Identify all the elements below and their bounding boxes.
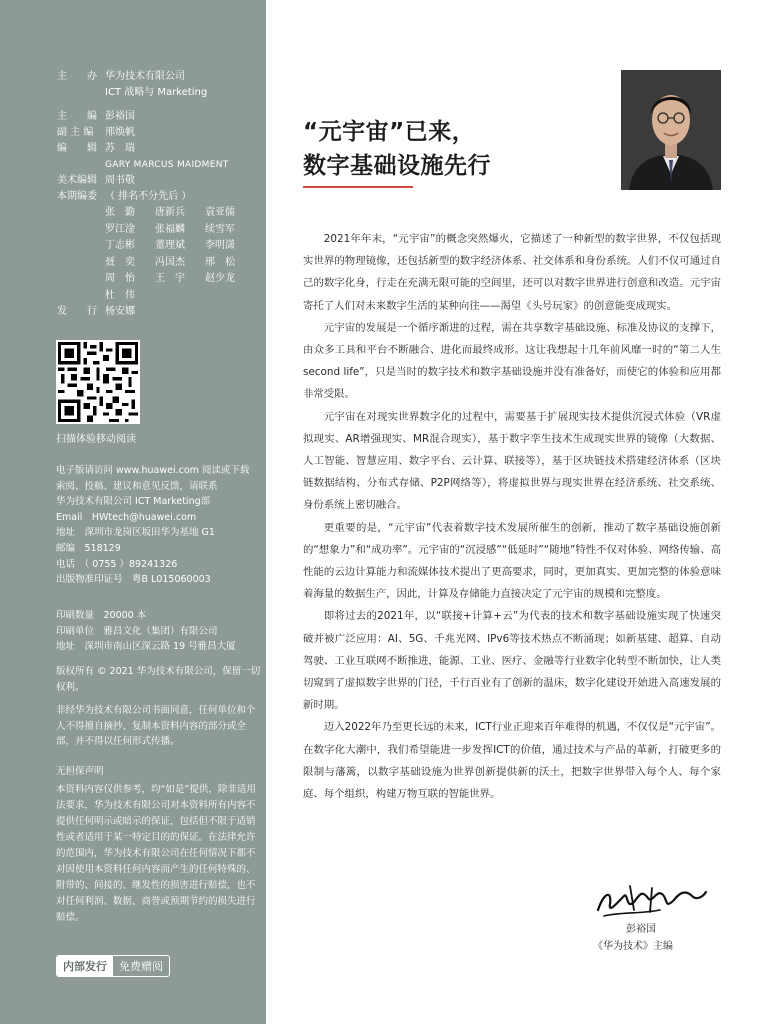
distribution-badge bbox=[56, 955, 170, 977]
badge-internal: 内部发行 bbox=[57, 956, 113, 976]
article-paragraph: 更重要的是，“元宇宙”代表着数字技术发展所催生的创新，推动了数字基础设施创新的“想象力”和“成功率”。元宇宙的“沉浸感”“低延时”“随地”特性不仅对体验、网络传输、高性能的云边计算能力和流媒体技术提出了更高要求，同时，更加真实、更加完整的体验意味着海量的数据生产，因此，计算及存储能力直接决定了元宇宙的规模和完整度。 bbox=[303, 521, 721, 601]
masthead-credits bbox=[57, 69, 262, 320]
committee-name: 冯国杰 bbox=[155, 256, 185, 268]
committee-note: （ 排名不分先后 ） bbox=[105, 191, 192, 202]
deputy-editor-row bbox=[57, 125, 262, 141]
article-paragraph: 元宇宙的发展是一个循序渐进的过程，需在共享数字基础设施、标准及协议的支撑下，由众多工具和平台不断融合、进化而最终成形。这让我想起十几年前风靡一时的“第二人生second life”，只是当时的数字技术和数字基础设施并没有准备好，而使它的体验和应用都非常受限。 bbox=[303, 321, 721, 401]
deputy-editor-label: 副 主 编 bbox=[57, 127, 94, 138]
contact-line: 电话 （ 0755 ）89241326 bbox=[56, 558, 178, 570]
signature-name: 彭裕国 bbox=[626, 924, 656, 935]
contact-line: 邮编 518129 bbox=[56, 542, 121, 554]
committee-name: 续雪军 bbox=[205, 223, 235, 235]
article-paragraph: 2021年年末，“元宇宙”的概念突然爆火，它描述了一种新型的数字世界，不仅包括现实世界的物理镜像，还包括新型的数字经济体系、社交体系和身份系统。人们不仅可通过自己的数字化身，行走在充满无限可能的空间里，还可以对数字世界进行创意和改造。元宇宙寄托了人们对未来数字生活的某种向往——渴望《头号玩家》的创意能变成现实。 bbox=[303, 233, 721, 312]
article-paragraph: 迈入2022年乃至更长远的未来，ICT行业正迎来百年难得的机遇，不仅仅是“元宇宙”。在数字化大潮中，我们希望能进一步发挥ICT的价值，通过技术与产品的革新，打破更多的限制与藩篱，以数字基础设施为世界创新提供新的沃土，把数字世界带入每个人、每个家庭、每个组织，构建万物互联的智能世界。 bbox=[303, 721, 721, 801]
art-editor-label: 美术编辑 bbox=[57, 175, 97, 186]
committee-name: 周 怡 bbox=[105, 273, 135, 284]
article-title bbox=[303, 115, 491, 183]
article-title-line: 数字基础设施先行 bbox=[303, 153, 491, 179]
deputy-editor-value: 邢焕帆 bbox=[105, 127, 135, 138]
committee-name: 李明潇 bbox=[205, 240, 235, 251]
publisher-label: 发 行 bbox=[57, 306, 97, 317]
contact-line: 出版物准印证号 粤B L015060003 bbox=[56, 574, 211, 586]
sponsor-value: 华为技术有限公司 bbox=[105, 71, 185, 82]
printing-line: 地址 深圳市南山区深云路 19 号雅昌大厦 bbox=[56, 641, 236, 653]
sponsor-dept: ICT 战略与 Marketing bbox=[105, 87, 208, 98]
contact-info bbox=[56, 463, 261, 588]
qr-code[interactable] bbox=[56, 340, 140, 424]
signature-role: 《华为技术》主编 bbox=[593, 941, 673, 952]
committee-name: 杜 伟 bbox=[105, 289, 135, 301]
committee-name: 张福麟 bbox=[155, 223, 185, 235]
editors-row bbox=[57, 141, 262, 157]
badge-free: 免费赠阅 bbox=[119, 960, 163, 973]
chief-editor-label: 主 编 bbox=[57, 111, 97, 122]
title-divider bbox=[303, 186, 413, 188]
editor-portrait bbox=[621, 70, 721, 190]
chief-editor-row bbox=[57, 109, 262, 125]
masthead-sidebar bbox=[0, 0, 266, 1024]
printing-line: 印刷单位 雅昌文化（集团）有限公司 bbox=[56, 625, 218, 637]
art-editor-row bbox=[57, 173, 262, 189]
contact-line: 电子版请访问 www.huawei.com 阅读或下载 bbox=[56, 465, 250, 476]
sponsor-row bbox=[57, 69, 262, 85]
committee-name: 王 宇 bbox=[155, 273, 185, 284]
committee-name: 罗江淦 bbox=[105, 223, 135, 235]
printing-info bbox=[56, 608, 261, 655]
editors-label: 编 辑 bbox=[57, 143, 97, 154]
committee-name: 袁亚儒 bbox=[205, 207, 235, 218]
committee-label: 本期编委 bbox=[57, 191, 97, 202]
committee-name: 丁志彬 bbox=[105, 240, 135, 251]
committee-name: 赵少龙 bbox=[205, 273, 235, 284]
editors-value-en: GARY MARCUS MAIDMENT bbox=[105, 160, 229, 170]
editors-en-row bbox=[57, 157, 262, 173]
disclaimer-title: 无担保声明 bbox=[56, 766, 104, 777]
portrait-image bbox=[621, 70, 721, 190]
contact-line: 地址 深圳市龙岗区坂田华为基地 G1 bbox=[56, 527, 215, 539]
publisher-value: 杨安娜 bbox=[105, 306, 135, 317]
article-paragraph: 元宇宙在对现实世界数字化的过程中，需要基于扩展现实技术提供沉浸式体验（VR虚拟现实、AR增强现实、MR混合现实），基于数字孪生技术生成现实世界的镜像（大数据、人工智能、智慧应用、数字平台、云计算、联接等），基于区块链技术搭建经济体系（区块链数据结构、分布式存储、P2P网络等），将虚拟世界与现实世界在经济系统、社交系统、身份系统上密切融合。 bbox=[303, 410, 721, 512]
publisher-row bbox=[57, 304, 262, 320]
disclaimer-text: 本资料内容仅供参考，均“如是”提供，除非适用法要求，华为技术有限公司对本资料所有内容不提供任何明示或暗示的保证，包括但不限于适销性或者适用于某一特定目的的保证。在法律允许的范围内，华为技术有限公司在任何情况下都不对因使用本资料任何内容而产生的任何特殊的、附带的、间接的、继发性的损害进行赔偿，也不对任何利润、数据、商誉或预期节约的损失进行赔偿。 bbox=[56, 784, 256, 923]
contact-email[interactable]: Email HWtech@huawei.com bbox=[56, 511, 197, 523]
editors-value: 苏 瑞 bbox=[105, 143, 135, 154]
committee-name: 唐新兵 bbox=[155, 207, 185, 218]
committee-row bbox=[57, 189, 262, 205]
article-body bbox=[303, 228, 721, 805]
committee-name: 聂 奕 bbox=[105, 256, 135, 268]
contact-line: 索阅、投稿、建议和意见反馈，请联系 bbox=[56, 480, 218, 492]
committee-names bbox=[105, 205, 262, 304]
committee-name: 董理斌 bbox=[155, 240, 185, 251]
sponsor-label: 主 办 bbox=[57, 71, 97, 82]
copyright-notice: 非经华为技术有限公司书面同意，任何单位和个人不得擅自摘抄、复制本资料内容的部分或全部，并不得以任何形式传播。 bbox=[56, 705, 256, 748]
sponsor-dept-row bbox=[57, 85, 262, 101]
article-paragraph: 即将过去的2021年，以“联接+计算+云”为代表的技术和数字基础设施实现了快速突破并被广泛应用：AI、5G、千兆光网、IPv6等技术热点不断涌现；如新基建、超算、自动驾驶、工业互联网不断推进，能源、工业、医疗、金融等行业数字化转型不断加快，让人类切窥到了虚拟数字世界的门径，千行百业有了创新的温床，数字化建设开始进入高速发展的新时期。 bbox=[303, 610, 721, 712]
qr-scan-text: 扫描体验移动阅读 bbox=[56, 434, 136, 445]
committee-name: 张 勤 bbox=[105, 207, 135, 218]
article-title-line: “元宇宙”已来， bbox=[303, 119, 476, 145]
copyright-text: 版权所有 © 2021 华为技术有限公司，保留一切权利。 bbox=[56, 666, 261, 693]
chief-editor-value: 彭裕国 bbox=[105, 111, 135, 122]
copyright-block bbox=[56, 664, 261, 750]
art-editor-value: 周书敬 bbox=[105, 175, 135, 186]
contact-line: 华为技术有限公司 ICT Marketing部 bbox=[56, 496, 211, 508]
committee-name: 邢 松 bbox=[205, 256, 235, 268]
printing-line: 印刷数量 20000 本 bbox=[56, 610, 147, 621]
qr-code-image bbox=[58, 342, 138, 422]
handwritten-signature bbox=[590, 880, 710, 924]
